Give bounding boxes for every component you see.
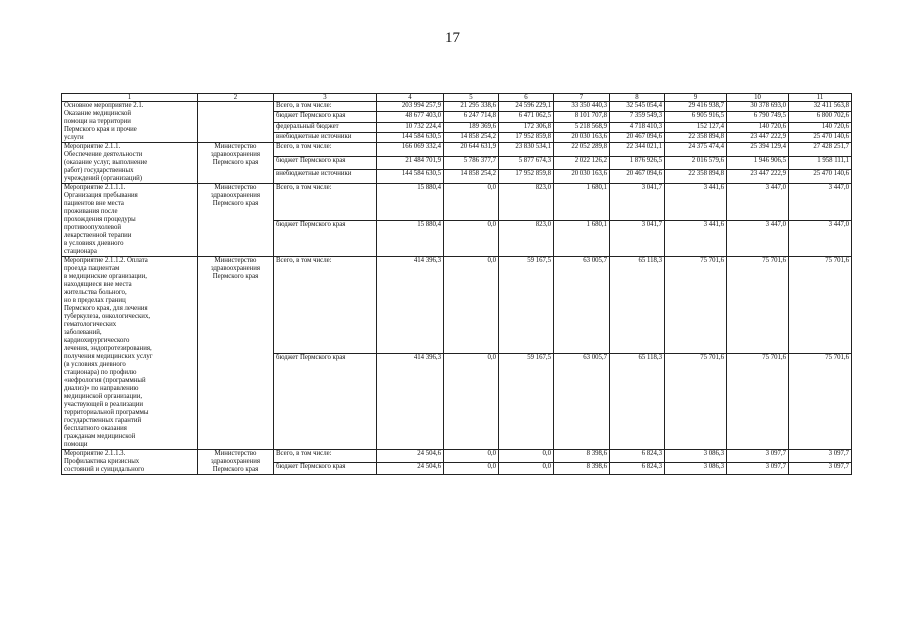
amount-cell: 3 441,6 [665,220,727,257]
amount-cell: 23 830 534,1 [499,143,554,157]
amount-cell: 8 398,6 [554,462,610,475]
table-row [62,143,852,157]
amount-cell: 15 880,4 [377,184,444,221]
amount-cell: 1 680,1 [554,184,610,221]
amount-cell: 22 358 894,8 [665,170,727,184]
column-header: 6 [499,94,554,102]
amount-cell: 32 545 054,4 [610,102,665,112]
amount-cell: 24 504,6 [377,450,444,463]
executor-cell: Министерство здравоохранения Пермского края [198,143,274,184]
measure-name-cell: Мероприятие 2.1.1.3. Профилактика кризисных состояний и суицидального [62,450,198,475]
amount-cell: 17 952 859,8 [499,132,554,142]
column-header: 1 [62,94,198,102]
column-header: 3 [274,94,377,102]
amount-cell: 75 701,6 [727,353,789,450]
funding-source-cell: Всего, в том числе: [274,102,377,112]
amount-cell: 8 101 707,8 [554,112,610,122]
amount-cell: 25 470 140,6 [789,132,852,142]
funding-source-cell: Всего, в том числе: [274,143,377,157]
funding-source-cell: бюджет Пермского края [274,112,377,122]
funding-source-cell: бюджет Пермского края [274,220,377,257]
amount-cell: 189 369,6 [444,122,499,132]
amount-cell: 20 467 094,6 [610,170,665,184]
funding-source-cell: внебюджетные источники [274,170,377,184]
amount-cell: 75 701,6 [789,353,852,450]
amount-cell: 3 041,7 [610,220,665,257]
amount-cell: 3 447,0 [789,184,852,221]
amount-cell: 6 800 702,6 [789,112,852,122]
amount-cell: 144 584 630,5 [377,170,444,184]
amount-cell: 5 786 377,7 [444,156,499,170]
amount-cell: 6 905 916,5 [665,112,727,122]
column-header: 7 [554,94,610,102]
column-header: 11 [789,94,852,102]
amount-cell: 0,0 [444,257,499,354]
amount-cell: 75 701,6 [665,257,727,354]
column-header: 9 [665,94,727,102]
amount-cell: 5 218 568,9 [554,122,610,132]
budget-table [61,93,852,475]
amount-cell: 14 858 254,2 [444,132,499,142]
amount-cell: 6 247 714,8 [444,112,499,122]
amount-cell: 63 005,7 [554,353,610,450]
amount-cell: 24 596 229,1 [499,102,554,112]
header-row [62,94,852,102]
measure-name-cell: Основное мероприятие 2.1. Оказание медицинской помощи на территории Пермского края и прочие услуги [62,102,198,143]
amount-cell: 3 097,7 [789,462,852,475]
amount-cell: 33 350 440,3 [554,102,610,112]
amount-cell: 1 876 926,5 [610,156,665,170]
executor-cell: Министерство здравоохранения Пермского края [198,257,274,450]
amount-cell: 22 344 021,1 [610,143,665,157]
funding-source-cell: бюджет Пермского края [274,353,377,450]
amount-cell: 3 086,3 [665,462,727,475]
amount-cell: 75 701,6 [665,353,727,450]
amount-cell: 0,0 [444,184,499,221]
column-header: 4 [377,94,444,102]
amount-cell: 2 022 126,2 [554,156,610,170]
amount-cell: 25 394 129,4 [727,143,789,157]
table-row [62,184,852,221]
amount-cell: 20 030 163,6 [554,170,610,184]
amount-cell: 17 952 859,8 [499,170,554,184]
column-header: 5 [444,94,499,102]
executor-cell: Министерство здравоохранения Пермского края [198,450,274,475]
amount-cell: 3 097,7 [789,450,852,463]
amount-cell: 2 016 579,6 [665,156,727,170]
funding-source-cell: внебюджетные источники [274,132,377,142]
amount-cell: 166 069 332,4 [377,143,444,157]
amount-cell: 823,0 [499,220,554,257]
amount-cell: 59 167,5 [499,257,554,354]
amount-cell: 6 790 749,5 [727,112,789,122]
amount-cell: 0,0 [499,450,554,463]
amount-cell: 6 471 062,5 [499,112,554,122]
amount-cell: 3 086,3 [665,450,727,463]
amount-cell: 59 167,5 [499,353,554,450]
amount-cell: 0,0 [444,450,499,463]
amount-cell: 75 701,6 [727,257,789,354]
amount-cell: 27 428 251,7 [789,143,852,157]
executor-cell: Министерство здравоохранения Пермского края [198,184,274,257]
amount-cell: 152 127,4 [665,122,727,132]
amount-cell: 414 396,3 [377,353,444,450]
funding-source-cell: федеральный бюджет [274,122,377,132]
amount-cell: 140 720,6 [727,122,789,132]
amount-cell: 0,0 [444,220,499,257]
amount-cell: 21 484 701,9 [377,156,444,170]
amount-cell: 75 701,6 [789,257,852,354]
measure-name-cell: Мероприятие 2.1.1.1. Организация пребывания пациентов вне места проживания после прохождения процедуры противоопухолевой лекарственной терапии в условиях дневного стационара [62,184,198,257]
amount-cell: 7 359 549,3 [610,112,665,122]
amount-cell: 0,0 [499,462,554,475]
measure-name-cell: Мероприятие 2.1.1.2. Оплата проезда пациентам в медицинские организации, находящиеся вне места жительства больного, но в пределах границ Пермского края, для лечения туберкулеза, онкологических, гематологических заболеваний, кардиохирургического лечения, эндопротезирования, получения медицинских услуг (в условиях дневного стационара) по профилю «нефрология (программный диализ)» по направлению медицинской организации, участвующей в реализации территориальной программы государственных гарантий бесплатного оказания гражданам медицинской помощи [62,257,198,450]
amount-cell: 23 447 222,9 [727,132,789,142]
amount-cell: 24 504,6 [377,462,444,475]
amount-cell: 3 097,7 [727,462,789,475]
amount-cell: 32 411 563,8 [789,102,852,112]
amount-cell: 20 467 094,6 [610,132,665,142]
column-header: 8 [610,94,665,102]
amount-cell: 6 824,3 [610,450,665,463]
amount-cell: 8 398,6 [554,450,610,463]
amount-cell: 3 441,6 [665,184,727,221]
amount-cell: 3 447,0 [727,184,789,221]
amount-cell: 4 718 410,3 [610,122,665,132]
funding-source-cell: Всего, в том числе: [274,184,377,221]
amount-cell: 15 880,4 [377,220,444,257]
amount-cell: 24 375 474,4 [665,143,727,157]
table-row [62,257,852,354]
amount-cell: 22 358 894,8 [665,132,727,142]
amount-cell: 3 447,0 [789,220,852,257]
amount-cell: 23 447 222,9 [727,170,789,184]
amount-cell: 1 680,1 [554,220,610,257]
column-header: 10 [727,94,789,102]
measure-name-cell: Мероприятие 2.1.1. Обеспечение деятельности (оказание услуг, выполнение работ) государственных учреждений (организаций) [62,143,198,184]
amount-cell: 0,0 [444,462,499,475]
amount-cell: 414 396,3 [377,257,444,354]
amount-cell: 203 994 257,9 [377,102,444,112]
table-row [62,450,852,463]
amount-cell: 22 052 289,8 [554,143,610,157]
executor-cell [198,102,274,143]
amount-cell: 30 378 693,0 [727,102,789,112]
amount-cell: 65 118,3 [610,257,665,354]
amount-cell: 144 584 630,5 [377,132,444,142]
amount-cell: 48 677 403,0 [377,112,444,122]
funding-source-cell: Всего, в том числе: [274,257,377,354]
amount-cell: 3 447,0 [727,220,789,257]
amount-cell: 823,0 [499,184,554,221]
amount-cell: 1 946 906,5 [727,156,789,170]
amount-cell: 20 644 631,9 [444,143,499,157]
amount-cell: 10 732 224,4 [377,122,444,132]
amount-cell: 172 306,8 [499,122,554,132]
amount-cell: 0,0 [444,353,499,450]
column-header: 2 [198,94,274,102]
amount-cell: 14 858 254,2 [444,170,499,184]
table-row [62,102,852,112]
amount-cell: 1 958 111,1 [789,156,852,170]
funding-source-cell: Всего, в том числе: [274,450,377,463]
amount-cell: 140 720,6 [789,122,852,132]
amount-cell: 65 118,3 [610,353,665,450]
amount-cell: 3 041,7 [610,184,665,221]
amount-cell: 21 295 338,6 [444,102,499,112]
amount-cell: 63 005,7 [554,257,610,354]
amount-cell: 25 470 140,6 [789,170,852,184]
amount-cell: 20 030 163,6 [554,132,610,142]
funding-source-cell: бюджет Пермского края [274,462,377,475]
table-body [62,102,852,475]
funding-source-cell: бюджет Пермского края [274,156,377,170]
amount-cell: 29 416 938,7 [665,102,727,112]
amount-cell: 3 097,7 [727,450,789,463]
amount-cell: 5 877 674,3 [499,156,554,170]
page-number: 17 [445,30,460,46]
amount-cell: 6 824,3 [610,462,665,475]
